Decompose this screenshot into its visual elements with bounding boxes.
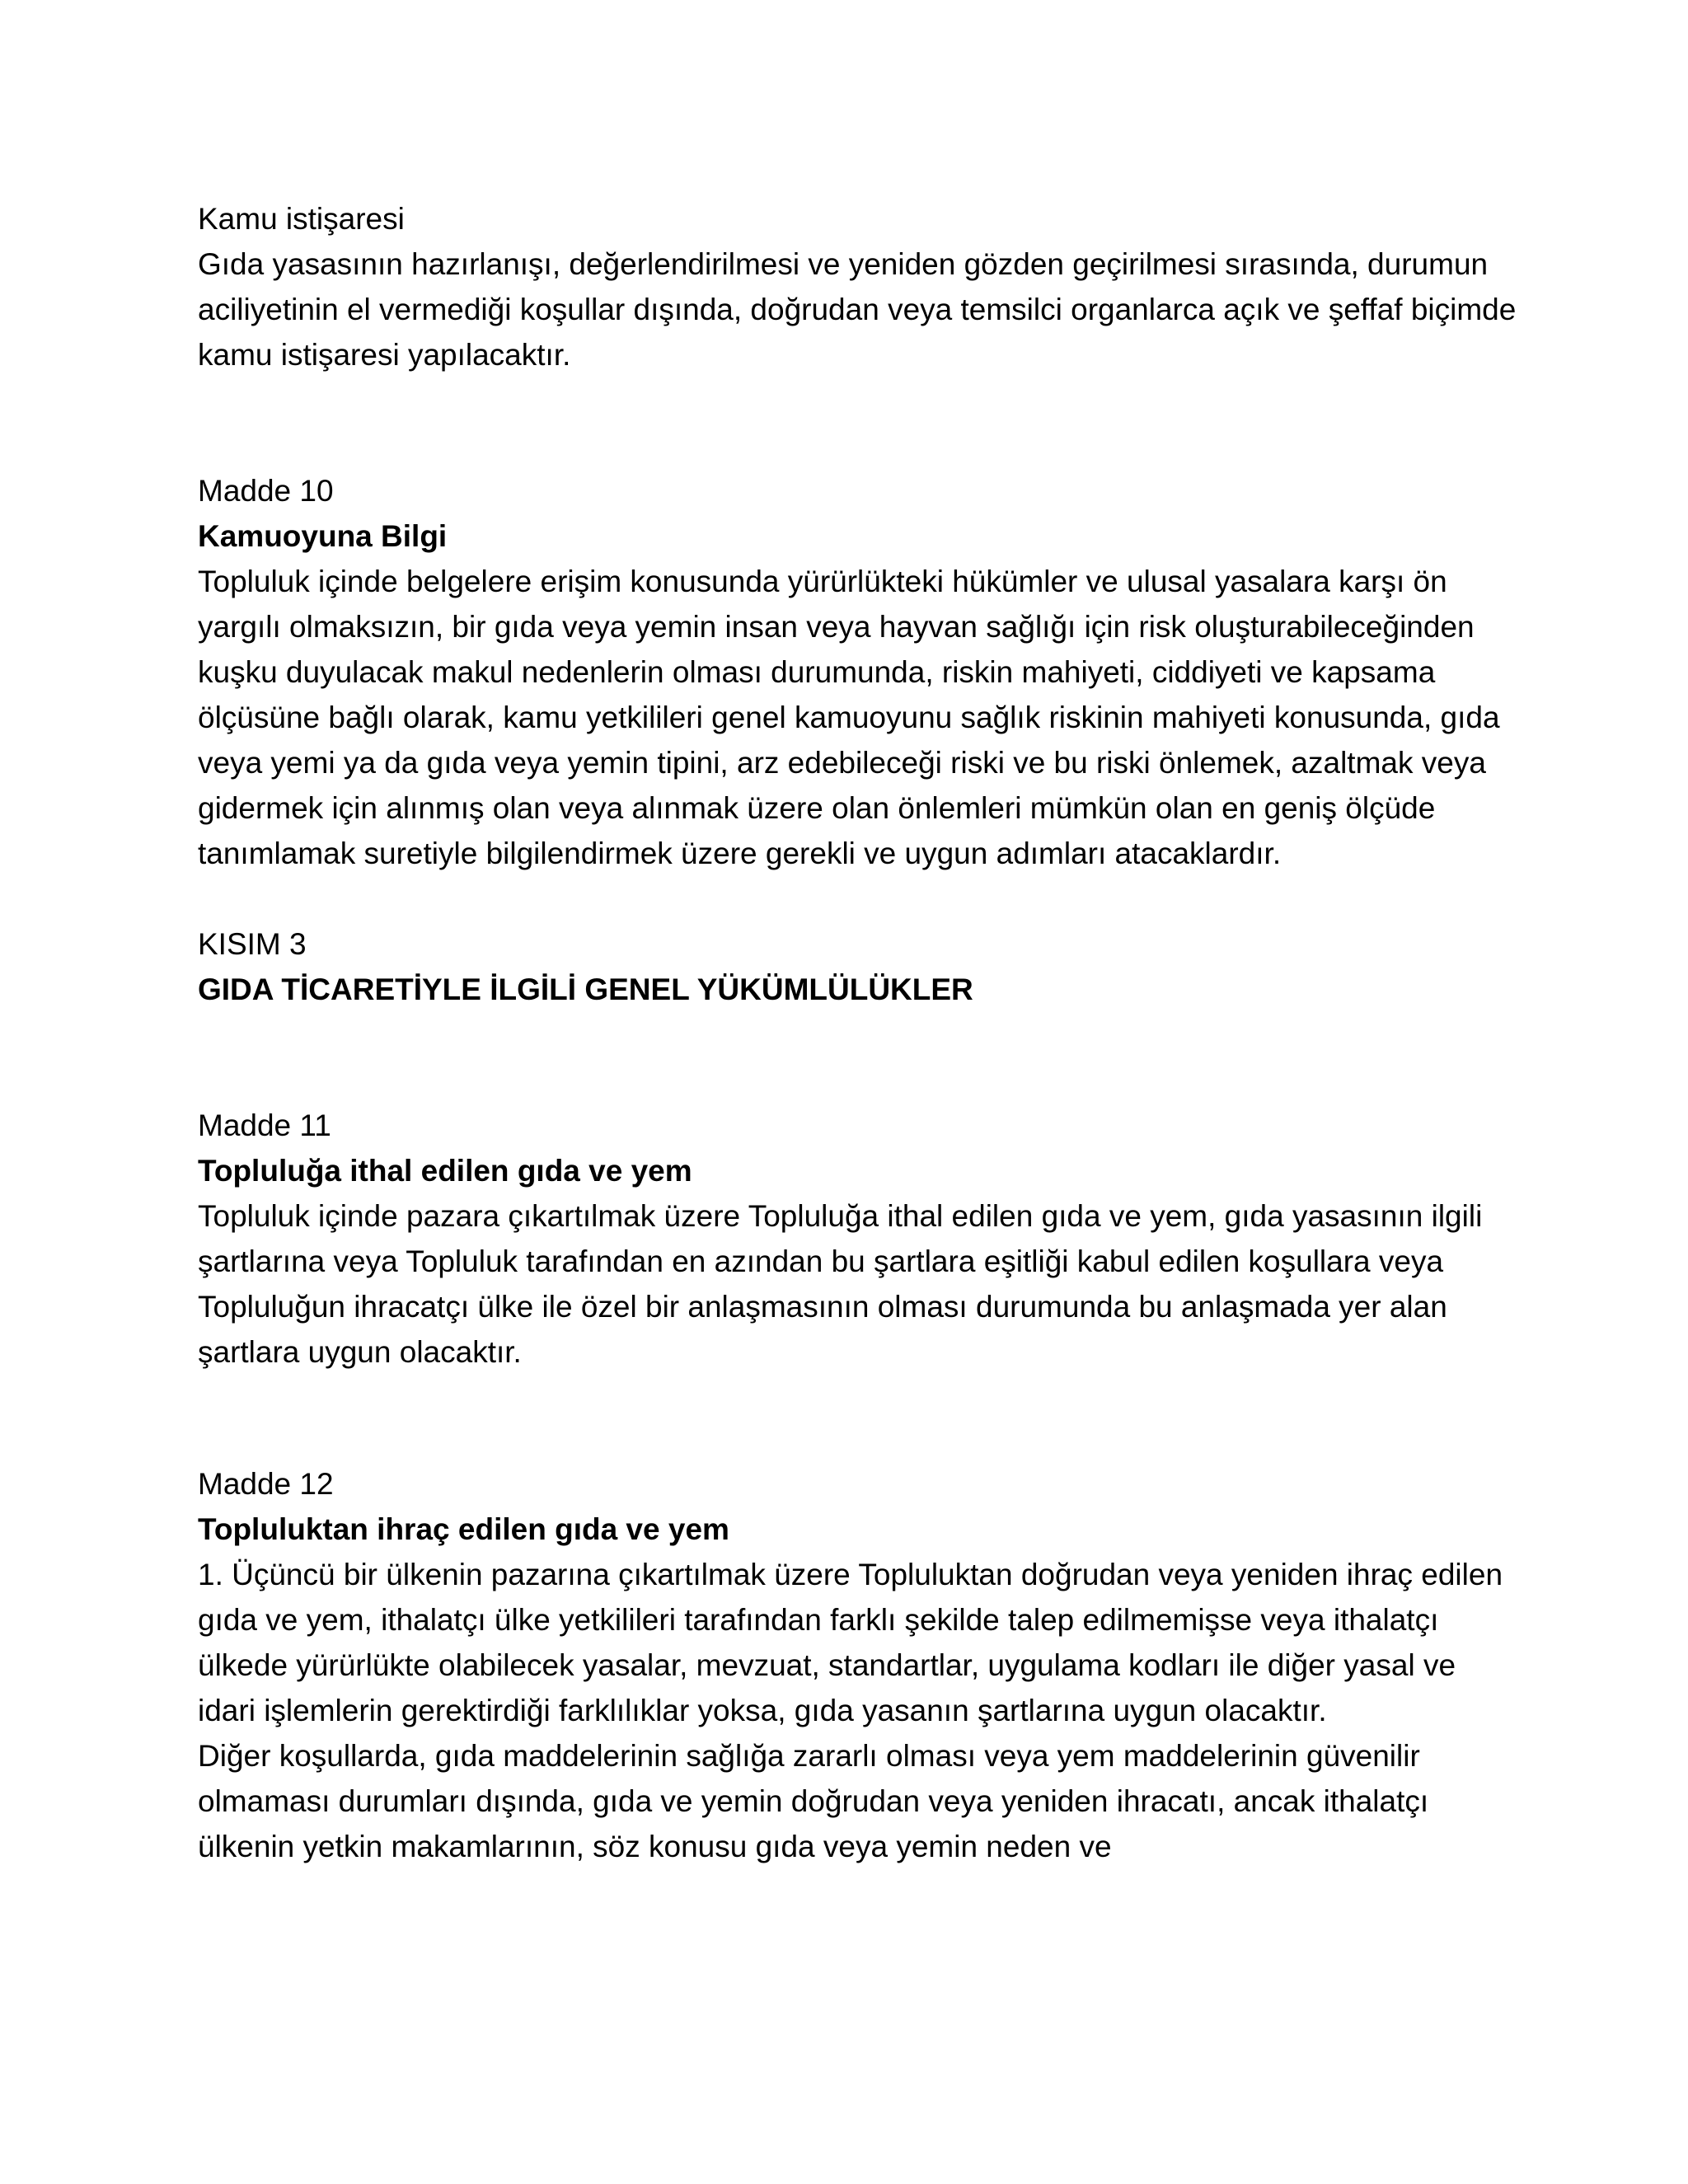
article-heading-12: Topluluktan ihraç edilen gıda ve yem: [198, 1512, 729, 1546]
article-heading-10: Kamuoyuna Bilgi: [198, 519, 448, 553]
spacer: [198, 1012, 1517, 1103]
paragraph-article-12-2: Diğer koşullarda, gıda maddelerinin sağlığa zararlı olması veya yem maddelerinin güvenilir olmaması durumları dışında, gıda ve yemin doğrudan veya yeniden ihracatı, ancak ithalatçı ülkenin yetkin makamlarının, söz konusu gıda veya yemin neden ve: [198, 1739, 1429, 1863]
spacer: [198, 1375, 1517, 1461]
spacer: [198, 377, 1517, 468]
paragraph-public-consultation: Gıda yasasının hazırlanışı, değerlendirilmesi ve yeniden gözden geçirilmesi sırasında, durumun aciliyetinin el vermediği koşullar dışında, doğrudan veya temsilci organlarca açık ve şeffaf biçimde kamu istişaresi yapılacaktır.: [198, 247, 1517, 372]
article-number-10: Madde 10: [198, 474, 334, 508]
section-title-public-consultation: Kamu istişaresi: [198, 202, 405, 236]
spacer: [198, 876, 1517, 921]
article-number-12: Madde 12: [198, 1467, 334, 1501]
part-number-3: KISIM 3: [198, 927, 307, 961]
paragraph-article-12-1: 1. Üçüncü bir ülkenin pazarına çıkartılmak üzere Topluluktan doğrudan veya yeniden ihraç edilen gıda ve yem, ithalatçı ülke yetkilileri tarafından farklı şekilde talep edilmemişse veya ithalatçı ülkede yürürlükte olabilecek yasalar, mevzuat, standartlar, uygulama kodları ile diğer yasal ve idari işlemlerin gerektirdiği farklılıklar yoksa, gıda yasanın şartlarına uygun olacaktır.: [198, 1558, 1503, 1727]
document-body: [198, 196, 1517, 1869]
part-heading-3: GIDA TİCARETİYLE İLGİLİ GENEL YÜKÜMLÜLÜKLER: [198, 972, 973, 1006]
paragraph-article-11: Topluluk içinde pazara çıkartılmak üzere Topluluğa ithal edilen gıda ve yem, gıda yasasının ilgili şartlarına veya Topluluk tarafından en azından bu şartlara eşitliği kabul edilen koşullara veya Topluluğun ihracatçı ülke ile özel bir anlaşmasının olması durumunda bu anlaşmada yer alan şartlara uygun olacaktır.: [198, 1199, 1483, 1369]
article-number-11: Madde 11: [198, 1108, 331, 1142]
paragraph-article-10: Topluluk içinde belgelere erişim konusunda yürürlükteki hükümler ve ulusal yasalara karşı ön yargılı olmaksızın, bir gıda veya yemin insan veya hayvan sağlığı için risk oluşturabileceğinden kuşku duyulacak makul nedenlerin olması durumunda, riskin mahiyeti, ciddiyeti ve kapsama ölçüsüne bağlı olarak, kamu yetkilileri genel kamuoyunu sağlık riskinin mahiyeti konusunda, gıda veya yemi ya da gıda veya yemin tipini, arz edebileceği riski ve bu riski önlemek, azaltmak veya gidermek için alınmış olan veya alınmak üzere olan önlemleri mümkün olan en geniş ölçüde tanımlamak suretiyle bilgilendirmek üzere gerekli ve uygun adımları atacaklardır.: [198, 565, 1500, 870]
article-heading-11: Topluluğa ithal edilen gıda ve yem: [198, 1154, 692, 1188]
